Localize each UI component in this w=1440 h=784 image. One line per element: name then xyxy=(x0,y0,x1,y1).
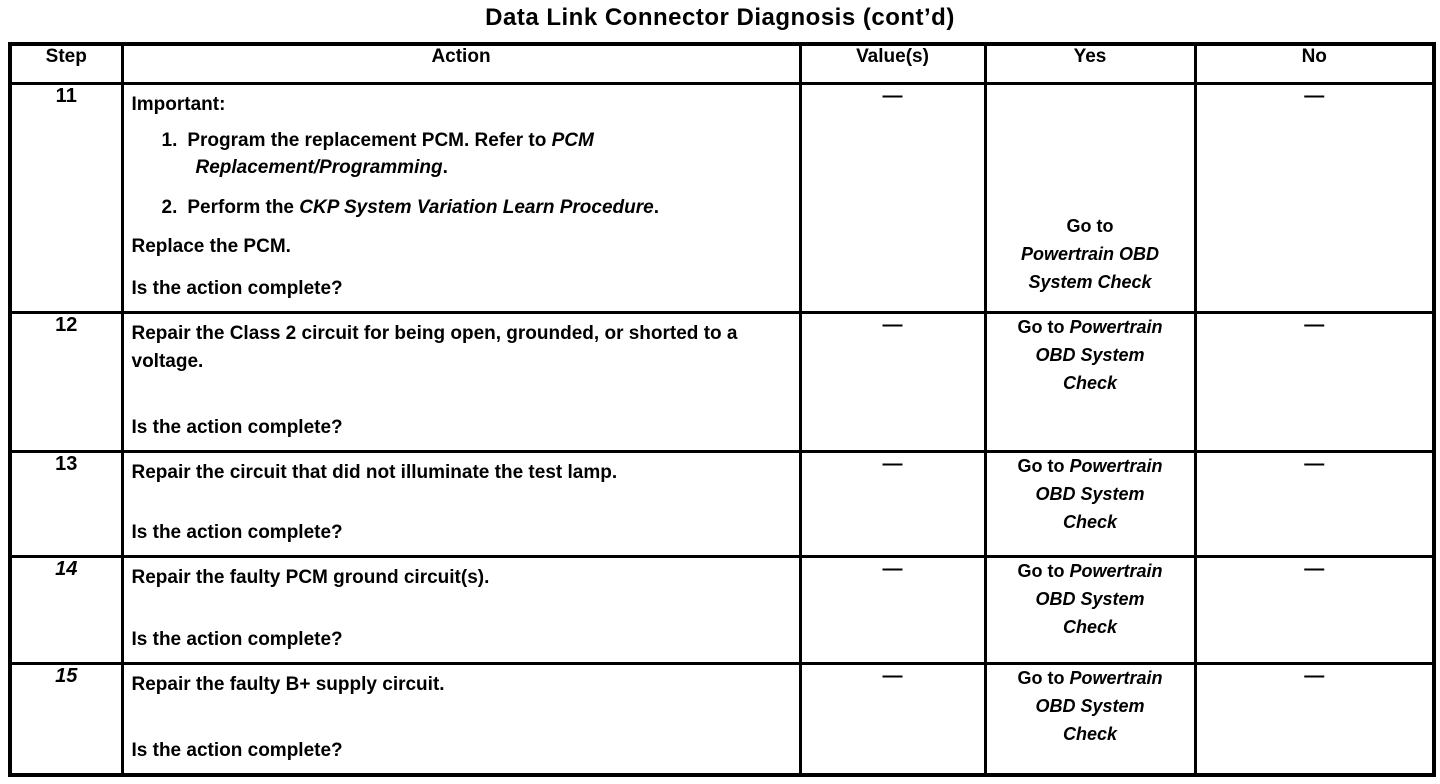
action-text: Repair the faulty PCM ground circuit(s). xyxy=(131,567,490,588)
action-question: Is the action complete? xyxy=(131,740,343,762)
step-number: 11 xyxy=(10,84,122,313)
go-to-reference: Go to Powertrain OBD System Check xyxy=(1017,561,1163,637)
column-header-no: No xyxy=(1195,44,1434,84)
dash-placeholder: — xyxy=(1304,314,1325,336)
action-text: Repair the circuit that did not illuminate the test lamp. xyxy=(131,462,618,483)
go-to-reference: Go to Powertrain OBD System Check xyxy=(1017,668,1163,744)
dash-placeholder: — xyxy=(1304,453,1325,475)
go-to-reference: Go to Powertrain OBD System Check xyxy=(1020,216,1160,293)
dash-placeholder: — xyxy=(1304,85,1325,107)
action-cell xyxy=(122,84,800,313)
no-cell xyxy=(1195,313,1434,452)
dash-placeholder: — xyxy=(882,665,903,687)
value-cell xyxy=(800,664,985,776)
value-cell xyxy=(800,557,985,664)
yes-cell xyxy=(985,313,1195,452)
table-row-step-15 xyxy=(10,664,1434,776)
value-cell xyxy=(800,84,985,313)
no-cell xyxy=(1195,557,1434,664)
go-to-reference: Go to Powertrain OBD System Check xyxy=(1017,456,1163,532)
yes-cell xyxy=(985,664,1195,776)
action-question: Is the action complete? xyxy=(131,522,343,544)
column-header-action: Action xyxy=(122,44,800,84)
value-cell xyxy=(800,313,985,452)
column-header-step: Step xyxy=(10,44,122,84)
table-row-step-13 xyxy=(10,452,1434,557)
step-number: 14 xyxy=(10,557,122,664)
action-text: Replace the PCM. xyxy=(131,236,291,258)
no-cell xyxy=(1195,84,1434,313)
step-number: 12 xyxy=(10,313,122,452)
page-title: Data Link Connector Diagnosis (cont’d) xyxy=(485,4,955,31)
action-cell xyxy=(122,664,800,776)
important-label: Important: xyxy=(131,94,226,115)
dash-placeholder: — xyxy=(882,85,903,107)
column-header-value: Value(s) xyxy=(800,44,985,84)
action-cell xyxy=(122,313,800,452)
dash-placeholder: — xyxy=(882,314,903,336)
table-row-step-12 xyxy=(10,313,1434,452)
action-text: Repair the Class 2 circuit for being open, grounded, or shorted to a voltage. xyxy=(131,323,738,372)
dash-placeholder: — xyxy=(1304,665,1325,687)
action-question: Is the action complete? xyxy=(131,417,343,439)
table-header-row xyxy=(10,44,1434,84)
value-cell xyxy=(800,452,985,557)
action-cell xyxy=(122,557,800,664)
dash-placeholder: — xyxy=(1304,558,1325,580)
yes-cell xyxy=(985,84,1195,313)
action-text: Repair the faulty B+ supply circuit. xyxy=(131,674,445,695)
action-cell xyxy=(122,452,800,557)
table-row-step-14 xyxy=(10,557,1434,664)
column-header-yes: Yes xyxy=(985,44,1195,84)
table-row-step-11 xyxy=(10,84,1434,313)
no-cell xyxy=(1195,664,1434,776)
action-question: Is the action complete? xyxy=(131,278,343,300)
step-number: 15 xyxy=(10,664,122,776)
yes-cell xyxy=(985,452,1195,557)
action-question: Is the action complete? xyxy=(131,629,343,651)
go-to-reference: Go to Powertrain OBD System Check xyxy=(1017,317,1163,393)
action-list-item: 1. Program the replacement PCM. Refer to PCM Replacement/Programming. xyxy=(161,129,594,179)
step-number: 13 xyxy=(10,452,122,557)
yes-cell xyxy=(985,557,1195,664)
action-list-item: 2. Perform the CKP System Variation Learn Procedure. xyxy=(161,196,659,218)
no-cell xyxy=(1195,452,1434,557)
dash-placeholder: — xyxy=(882,453,903,475)
diagnosis-table xyxy=(8,42,1436,777)
dash-placeholder: — xyxy=(882,558,903,580)
